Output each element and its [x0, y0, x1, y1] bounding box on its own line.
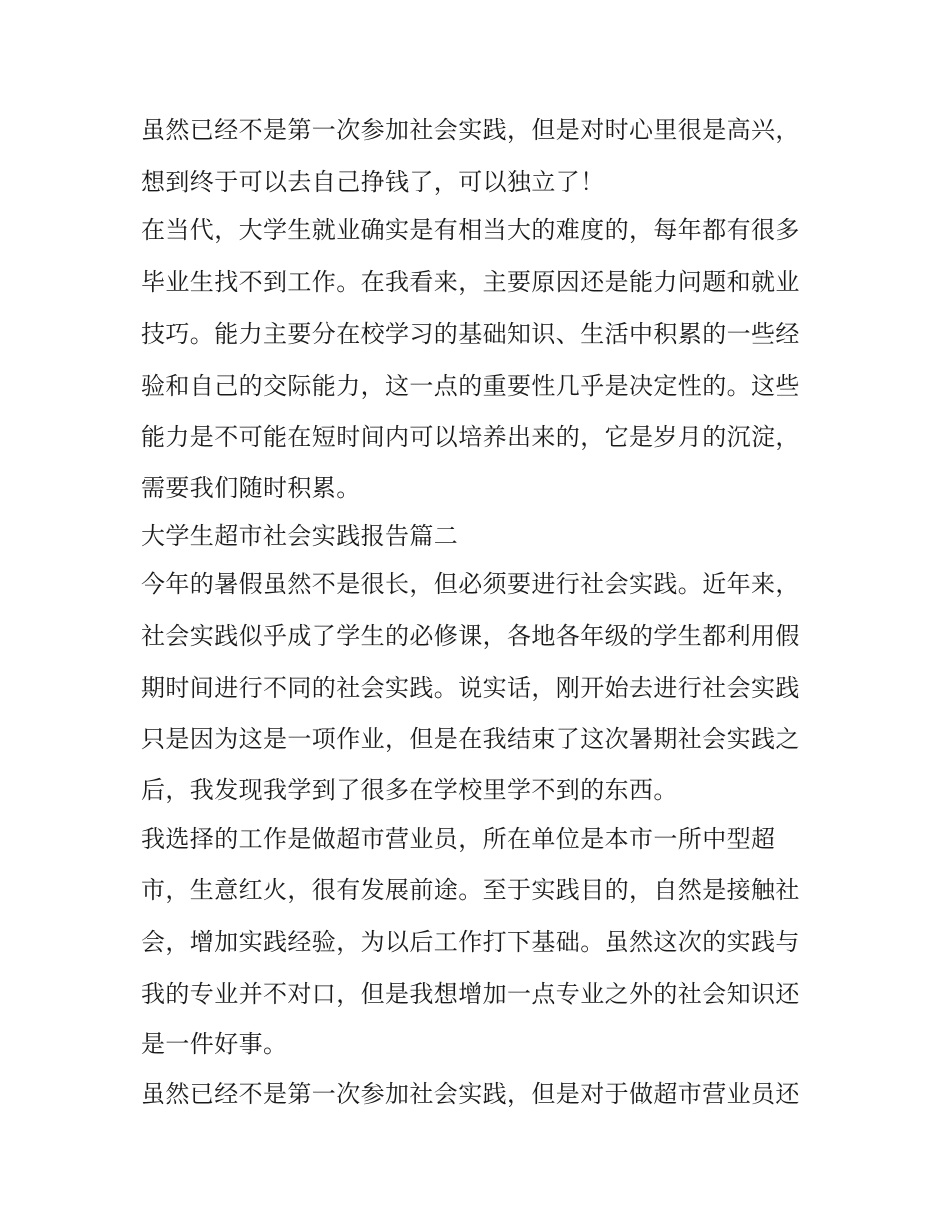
text-line: 期时间进行不同的社会实践。说实话，刚开始去进行社会实践: [141, 674, 800, 702]
text-line: 虽然已经不是第一次参加社会实践，但是对时心里很是高兴，: [141, 116, 800, 144]
text-line: 在当代，大学生就业确实是有相当大的难度的，每年都有很多: [141, 216, 800, 244]
text-line: 虽然已经不是第一次参加社会实践，但是对于做超市营业员还: [141, 1080, 800, 1108]
text-line: 技巧。能力主要分在校学习的基础知识、生活中积累的一些经: [141, 320, 800, 348]
text-line: 需要我们随时积累。: [141, 474, 361, 502]
section-heading: 大学生超市社会实践报告篇二: [141, 522, 459, 550]
text-line: 毕业生找不到工作。在我看来，主要原因还是能力问题和就业: [141, 268, 800, 296]
text-line: 社会实践似乎成了学生的必修课，各地各年级的学生都利用假: [141, 622, 800, 650]
text-line: 市，生意红火，很有发展前途。至于实践目的，自然是接触社: [141, 876, 800, 904]
text-line: 今年的暑假虽然不是很长，但必须要进行社会实践。近年来，: [141, 570, 800, 598]
text-line: 想到终于可以去自己挣钱了，可以独立了！: [141, 168, 605, 196]
text-line: 是一件好事。: [141, 1030, 288, 1058]
text-line: 我选择的工作是做超市营业员，所在单位是本市一所中型超: [141, 825, 776, 853]
text-line: 能力是不可能在短时间内可以培养出来的，它是岁月的沉淀，: [141, 423, 800, 451]
text-line: 后，我发现我学到了很多在学校里学不到的东西。: [141, 776, 678, 804]
text-line: 验和自己的交际能力，这一点的重要性几乎是决定性的。这些: [141, 372, 800, 400]
text-line: 会，增加实践经验，为以后工作打下基础。虽然这次的实践与: [141, 928, 800, 956]
text-line: 我的专业并不对口，但是我想增加一点专业之外的社会知识还: [141, 980, 800, 1008]
text-line: 只是因为这是一项作业，但是在我结束了这次暑期社会实践之: [141, 725, 800, 753]
